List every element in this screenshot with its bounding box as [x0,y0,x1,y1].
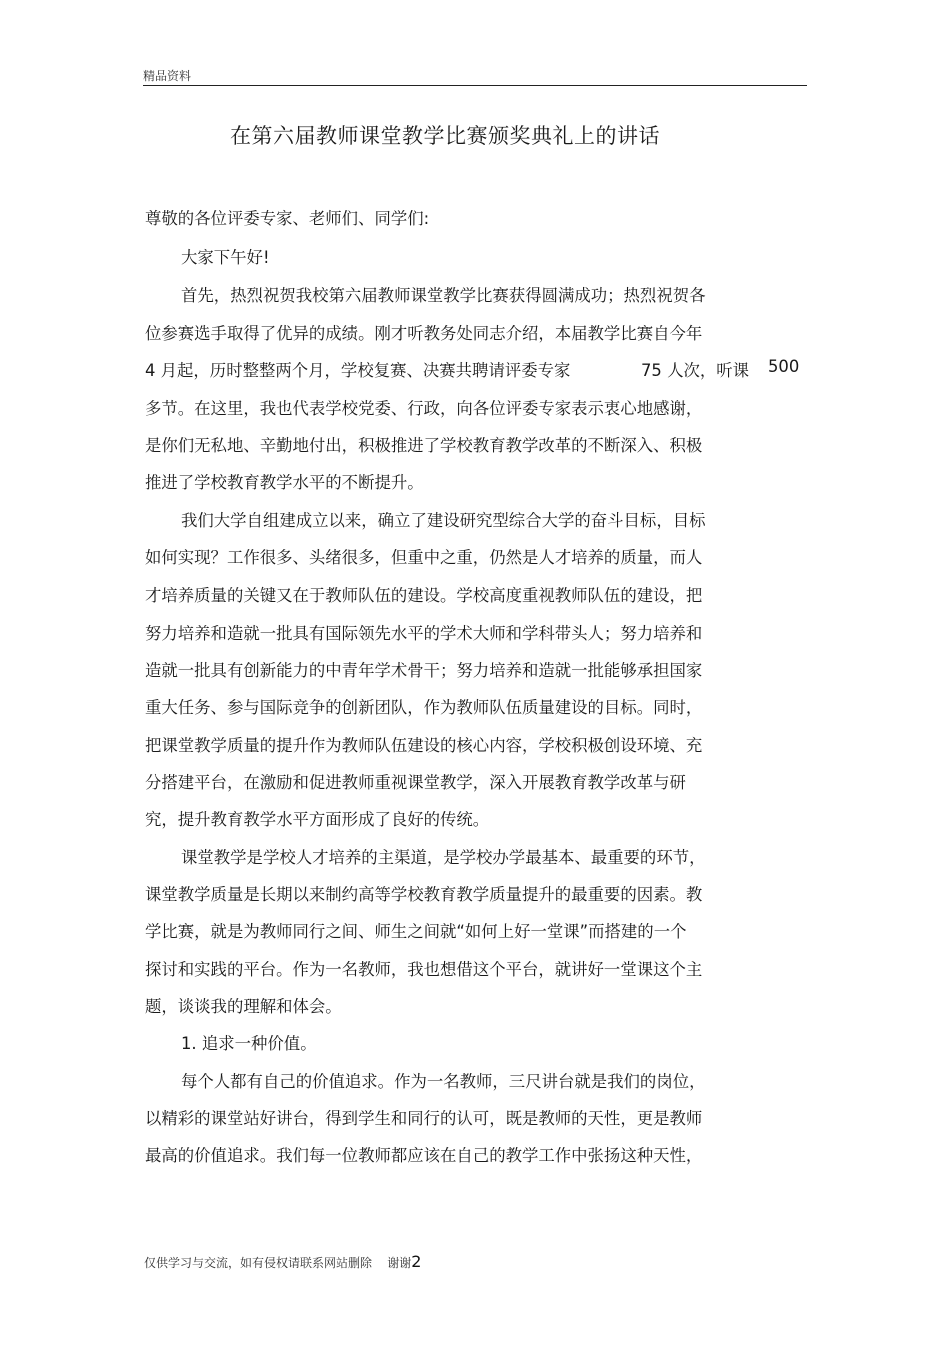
salutation: 尊敬的各位评委专家、老师们、同学们: [145,209,430,228]
paragraph-line: 努力培养和造就一批具有国际领先水平的学术大师和学科带头人；努力培养和 [145,624,703,643]
inline-count-lessons: 500 [768,357,800,376]
footer-thanks: 谢谢 [387,1256,412,1270]
paragraph-line: 如何实现？工作很多、头绪很多，但重中之重，仍然是人才培养的质量，而人 [145,548,703,567]
paragraph-line: 推进了学校教育教学水平的不断提升。 [145,473,424,492]
paragraph-line: 位参赛选手取得了优异的成绩。刚才听教务处同志介绍，本届教学比赛自今年 [145,324,703,343]
inline-count-judges: 75 人次，听课 [641,361,750,380]
footer-disclaimer: 仅供学习与交流，如有侵权请联系网站删除 [144,1256,373,1270]
paragraph-line: 造就一批具有创新能力的中青年学术骨干；努力培养和造就一批能够承担国家 [145,661,703,680]
paragraph-line: 最高的价值追求。我们每一位教师都应该在自己的教学工作中张扬这种天性， [145,1146,703,1165]
paragraph-line: 每个人都有自己的价值追求。作为一名教师，三尺讲台就是我们的岗位， [181,1072,706,1091]
document-title: 在第六届教师课堂教学比赛颁奖典礼上的讲话 [230,124,660,148]
header-label: 精品资料 [143,69,192,83]
page-number: 2 [411,1252,422,1271]
greeting: 大家下午好! [181,248,270,267]
paragraph-line: 重大任务、参与国际竞争的创新团队，作为教师队伍质量建设的目标。同时， [145,698,703,717]
paragraph-line: 首先，热烈祝贺我校第六届教师课堂教学比赛获得圆满成功；热烈祝贺各 [181,286,706,305]
paragraph-line: 究，提升教育教学水平方面形成了良好的传统。 [145,810,490,829]
paragraph-line: 课堂教学是学校人才培养的主渠道，是学校办学最基本、最重要的环节， [181,848,706,867]
header-divider [143,85,807,86]
paragraph-line: 分搭建平台，在激励和促进教师重视课堂教学，深入开展教育教学改革与研 [145,773,686,792]
paragraph-line: 探讨和实践的平台。作为一名教师，我也想借这个平台，就讲好一堂课这个主 [145,960,703,979]
paragraph-line: 以精彩的课堂站好讲台，得到学生和同行的认可，既是教师的天性，更是教师 [145,1109,703,1128]
section-heading: 1. 追求一种价值。 [181,1034,317,1053]
paragraph-line: 4 月起，历时整整两个月，学校复赛、决赛共聘请评委专家 [145,361,571,380]
paragraph-line: 把课堂教学质量的提升作为教师队伍建设的核心内容，学校积极创设环境、充 [145,736,703,755]
paragraph-line: 我们大学自组建成立以来，确立了建设研究型综合大学的奋斗目标，目标 [181,511,706,530]
paragraph-line: 课堂教学质量是长期以来制约高等学校教育教学质量提升的最重要的因素。教 [145,885,703,904]
paragraph-line: 多节。在这里，我也代表学校党委、行政，向各位评委专家表示衷心地感谢， [145,399,703,418]
paragraph-line: 是你们无私地、辛勤地付出，积极推进了学校教育教学改革的不断深入、积极 [145,436,703,455]
footer [144,1252,421,1271]
paragraph-line: 才培养质量的关键又在于教师队伍的建设。学校高度重视教师队伍的建设，把 [145,586,703,605]
paragraph-line: 题，谈谈我的理解和体会。 [145,997,342,1016]
paragraph-line: 学比赛，就是为教师同行之间、师生之间就“如何上好一堂课”而搭建的一个 [145,922,687,941]
